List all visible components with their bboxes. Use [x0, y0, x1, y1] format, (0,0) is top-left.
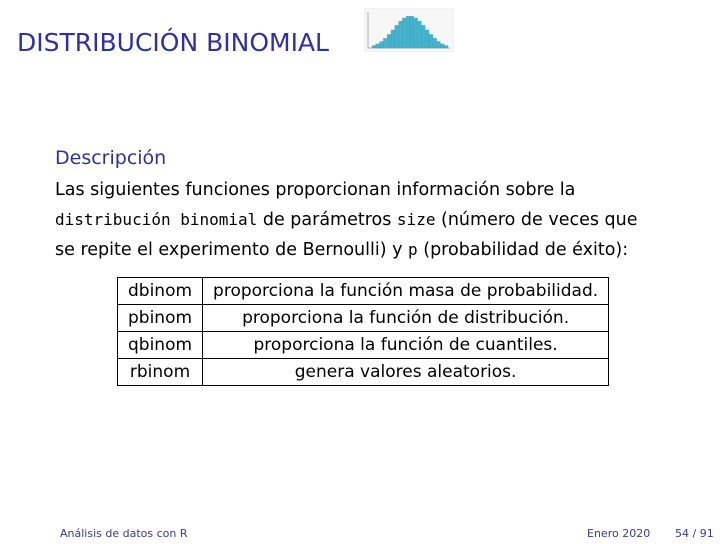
histogram-bar: [406, 16, 410, 48]
code-size: size: [396, 210, 436, 229]
histogram-bar: [444, 46, 448, 48]
text-fragment: (probabilidad de éxito):: [417, 240, 629, 260]
code-distribucion-binomial: distribución binomial: [55, 210, 258, 229]
histogram-bar: [376, 44, 380, 48]
function-name-cell: pbinom: [118, 305, 203, 332]
histogram-bar: [418, 21, 422, 48]
footer-left: Análisis de datos con R: [60, 527, 188, 540]
description-line-2: [55, 205, 695, 235]
histogram-bar: [440, 44, 444, 48]
histogram-bar: [429, 34, 433, 48]
histogram-bar: [425, 30, 429, 48]
function-desc-cell: genera valores aleatorios.: [203, 359, 609, 386]
histogram-bar: [383, 38, 387, 48]
table-row: [118, 332, 609, 359]
histogram-bar: [399, 21, 403, 48]
histogram-bar: [410, 16, 414, 48]
histogram-bar: [414, 18, 418, 48]
block-title: Descripción: [55, 147, 167, 169]
code-p: p: [408, 240, 418, 259]
footer-date: Enero 2020: [587, 527, 651, 540]
histogram-bar: [421, 25, 425, 48]
histogram-bar: [395, 25, 399, 48]
histogram-bar: [387, 34, 391, 48]
function-name-cell: dbinom: [118, 278, 203, 305]
histogram-bar: [433, 38, 437, 48]
table-row: [118, 359, 609, 386]
page-title: DISTRIBUCIÓN BINOMIAL: [17, 28, 329, 57]
function-desc-cell: proporciona la función de distribución.: [203, 305, 609, 332]
functions-table: [117, 277, 609, 386]
histogram-bar: [437, 42, 441, 48]
histogram-bar: [372, 46, 376, 48]
function-name-cell: rbinom: [118, 359, 203, 386]
description-paragraph: [55, 176, 695, 265]
footer-page-number: 54 / 91: [675, 527, 714, 540]
histogram-bar: [380, 42, 384, 48]
histogram-bar: [402, 18, 406, 48]
function-desc-cell: proporciona la función masa de probabilidad.: [203, 278, 609, 305]
histogram-thumbnail-icon: [364, 8, 454, 52]
text-fragment: (número de veces que: [435, 210, 638, 230]
function-name-cell: qbinom: [118, 332, 203, 359]
function-desc-cell: proporciona la función de cuantiles.: [203, 332, 609, 359]
histogram-bar: [391, 30, 395, 48]
text-fragment: de parámetros: [257, 210, 397, 230]
table-row: [118, 278, 609, 305]
text-fragment: se repite el experimento de Bernoulli) y: [55, 240, 409, 260]
description-line-1: Las siguientes funciones proporcionan información sobre la: [55, 180, 576, 200]
description-line-3: [55, 235, 695, 265]
table-row: [118, 305, 609, 332]
